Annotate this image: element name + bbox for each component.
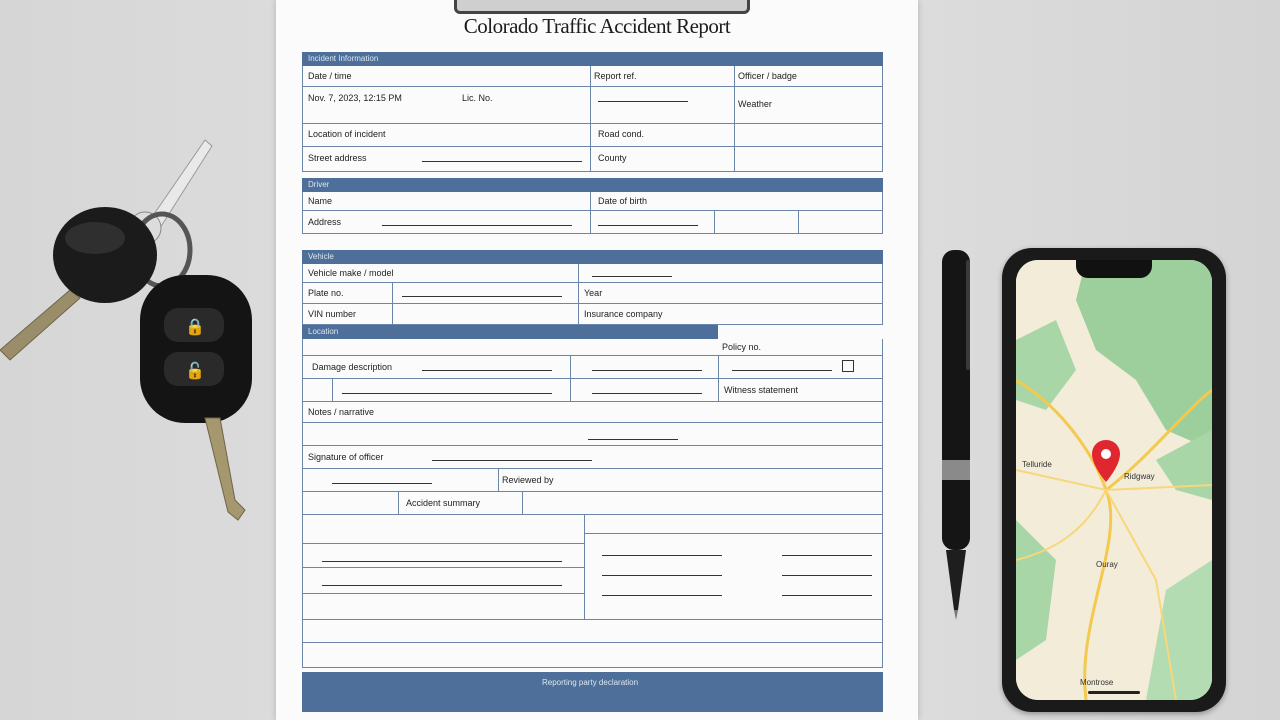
map-label: Telluride: [1022, 460, 1052, 469]
field-signature-label: Signature of officer: [308, 452, 384, 462]
form-title: Colorado Traffic Accident Report: [463, 14, 731, 38]
field-county-label: County: [598, 153, 627, 163]
form-footer-text: Reporting party declaration: [542, 678, 639, 687]
field-road-label: Road cond.: [598, 129, 645, 139]
field-ref-label: Report ref.: [594, 71, 637, 81]
field-weather-label: Weather: [738, 99, 772, 109]
smartphone: [1002, 248, 1226, 712]
map: [1016, 260, 1212, 700]
key-fob-lower: [140, 275, 252, 520]
svg-text:🔓: 🔓: [185, 361, 205, 380]
section-header-location: Location: [302, 325, 718, 339]
svg-text:🔒: 🔒: [185, 317, 205, 336]
field-plate-label: Plate no.: [308, 288, 344, 298]
field-address-label: Address: [308, 217, 342, 227]
field-location-label: Location of incident: [308, 129, 386, 139]
form-footer-bar: [302, 672, 883, 712]
section-header-vehicle: Vehicle: [302, 250, 883, 264]
section-header-driver: Driver: [302, 178, 883, 192]
field-lic-label: Lic. No.: [462, 93, 493, 103]
field-reviewed-label: Reviewed by: [502, 475, 554, 485]
field-dob-label: Date of birth: [598, 196, 648, 206]
clipboard-clip: [454, 0, 750, 14]
phone-notch: [1076, 260, 1152, 278]
field-year-label: Year: [584, 288, 603, 298]
field-name-label: Name: [308, 196, 333, 206]
car-keys: [0, 120, 270, 540]
field-date-value[interactable]: Nov. 7, 2023, 12:15 PM: [308, 93, 402, 103]
accident-report-form: [276, 0, 918, 720]
field-vehicle-label: Vehicle make / model: [308, 268, 394, 278]
key-fob-upper: [0, 207, 157, 360]
section-header-incident: Incident Information: [302, 52, 883, 66]
field-notes-label: Notes / narrative: [308, 407, 375, 417]
pen: [936, 250, 976, 620]
field-street-label: Street address: [308, 153, 367, 163]
form-body: [302, 52, 883, 712]
map-label: Ridgway: [1124, 472, 1155, 481]
field-insurer-label: Insurance company: [584, 309, 663, 319]
field-officer-label: Officer / badge: [738, 71, 797, 81]
home-indicator[interactable]: [1088, 691, 1140, 694]
field-date-label: Date / time: [308, 71, 352, 81]
field-witness-label: Witness statement: [724, 385, 799, 395]
field-summary-label: Accident summary: [406, 498, 481, 508]
field-policy-label: Policy no.: [722, 342, 762, 352]
map-label: Ouray: [1096, 560, 1118, 569]
field-vin-label: VIN number: [308, 309, 357, 319]
map-screen[interactable]: [1016, 260, 1212, 700]
field-damage-label: Damage description: [312, 362, 393, 372]
map-label: Montrose: [1080, 678, 1114, 687]
